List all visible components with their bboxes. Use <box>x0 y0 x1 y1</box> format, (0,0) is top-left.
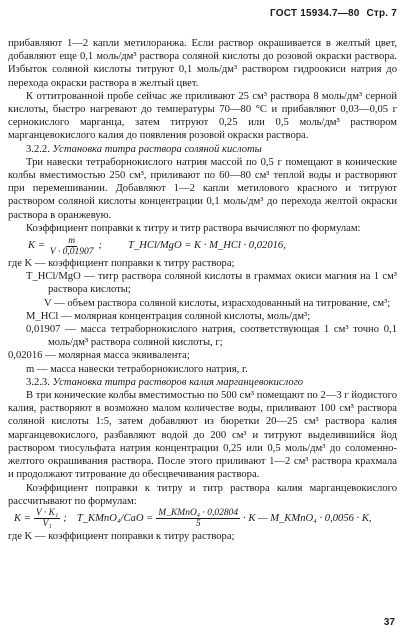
paragraph: Коэффициент поправки к титру и титр раствора калия марганцевокислого рассчитывают по формулам: <box>8 482 397 507</box>
paragraph: К оттитрованной пробе сейчас же приливают 25 см³ раствора 8 моль/дм³ серной кислоты, быстро нагревают до температуры 70—80 °С и прибавляют 0,03—0,05 г сернокислого марганца, затем титруют 0,25 или 0,5 моль/дм³ раствором марганцевокислого калия до появления розовой окраски раствора. <box>8 90 397 142</box>
fraction: $\frac{m}{V \cdot 0,01907}$ <box>49 235 94 257</box>
paragraph: Коэффициент поправки к титру и титр раствора вычисляют по формулам: <box>26 222 361 234</box>
paragraph: В три конические колбы вместимостью по 500 см³ помещают по 2—3 г йодистого калия, растворяют в возможно малом количестве воды, приливают 100 см³ раствора соляной кислоты 1:5, затем добавляют из бюретки 20—25 см³ раствора калия марганцевокислого, разбавляют водой до 200 см³ и титруют выделившийся йод раствором тиосульфата натрия концентрации 0,25 или 0,5 моль/дм³ до соломенно-желтого окрашивания раствора. После этого приливают 1—2 см³ раствора крахмала и продолжают титрование до обесцвечивания раствора. <box>8 390 397 481</box>
definitions-list-1 <box>8 257 397 376</box>
definition: T_HCl/MgO — титр раствора соляной кислоты в граммах окиси магния на 1 см³ раствора кислоты; <box>26 271 397 296</box>
definition: где K — коэффициент поправки к титру раствора; <box>8 258 235 270</box>
formula-k-titr: K = $\frac{m}{V \cdot 0,01907}$ ; T_HCl/MgO = K · M_HCl · 0,02016, <box>28 235 286 257</box>
paragraph: прибавляют 1—2 капли метилоранжа. Если раствор окрашивается в желтый цвет, добавляют еще 0,1 моль/дм³ раствора соляной кислоты до розовой окраски раствора. Избыток соляной кислоты титруют 0,1 моль/дм³ раствором гидроокиси натрия до перехода окраски раствора в желтый цвет. <box>8 38 397 89</box>
standard-id: ГОСТ 15934.7—80 <box>270 8 360 19</box>
definition: V — объем раствора соляной кислоты, израсходованный на титрование, см³; <box>44 297 391 309</box>
definition: 0,02016 — молярная масса эквивалента; <box>8 350 190 362</box>
formula-k-titr-kmno4: K = $\frac{\text{V · K₁}}{\text{V₁}}$ ; T_KMnO₄/CaO = $\frac{\text{M\_KMnO₄ · 0,02804}}{5}$ · K — M_KMnO₄ · 0,0056 · K, <box>14 508 372 530</box>
section-heading: 3.2.2. Установка титра раствора соляной кислоты <box>26 143 262 155</box>
definition: 0,01907 — масса тетраборнокислого натрия, соответствующая 1 см³ точно 0,1 моль/дм³ раствора соляной кислоты, г; <box>26 324 397 349</box>
fraction: $\frac{\text{M\_KMnO₄ · 0,02804}}{5}$ <box>158 508 239 530</box>
document-body <box>8 37 397 543</box>
page-header <box>266 7 397 20</box>
definition: m — масса навески тетраборнокислого натрия, г. <box>26 363 248 375</box>
fraction: $\frac{\text{V · K₁}}{\text{V₁}}$ <box>35 508 59 530</box>
page-number: 37 <box>383 616 395 628</box>
paragraph: Три навески тетраборнокислого натрия массой по 0,5 г помещают в конические колбы вместимостью 250 см³, приливают по 60—80 см³ теплой воды и растворяют при перемешивании. Добавляют 1—2 капли метилового красного и титруют раствором соляной кислоты концентрации 0,1 моль/дм³ до перехода желтой окраски раствора в оранжевую. <box>8 156 397 221</box>
section-heading: 3.2.3. Установка титра растворов калия марганцевокислого <box>26 376 304 388</box>
paragraph: где K — коэффициент поправки к титру раствора; <box>8 530 235 542</box>
page-label: Стр. 7 <box>366 8 397 19</box>
definition: M_HCl — молярная концентрация соляной кислоты, моль/дм³; <box>26 310 311 322</box>
